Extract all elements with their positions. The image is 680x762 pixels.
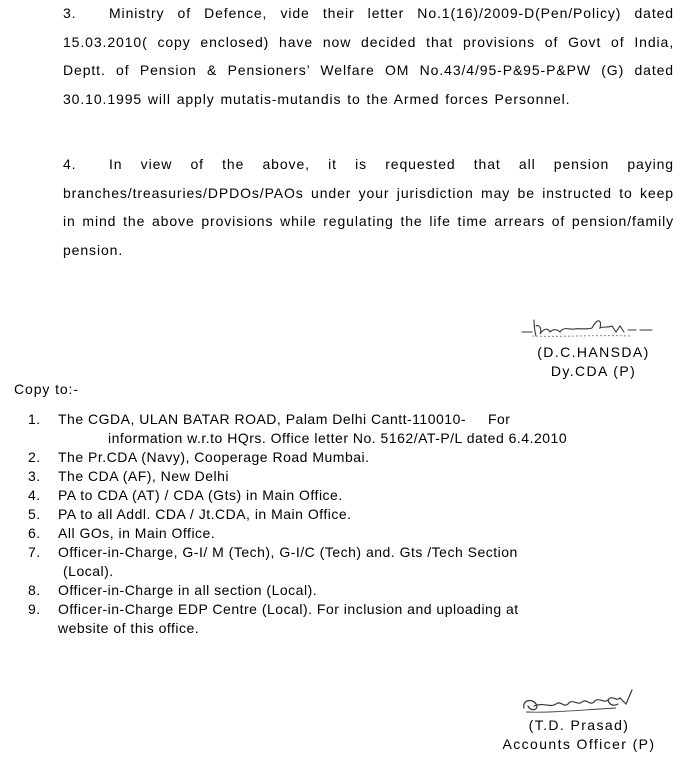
paragraph-4 bbox=[63, 150, 674, 264]
list-item bbox=[28, 467, 673, 486]
list-item bbox=[28, 505, 673, 524]
list-item-text-continued: (Local). bbox=[63, 563, 114, 579]
list-item-text: The CGDA, ULAN BATAR ROAD, Palam Delhi Cantt-110010- For bbox=[58, 411, 511, 427]
list-item-text-continued: information w.r.to HQrs. Office letter No. 5162/AT-P/L dated 6.4.2010 bbox=[108, 430, 568, 446]
list-item-text: The Pr.CDA (Navy), Cooperage Road Mumbai. bbox=[58, 449, 370, 465]
signatory-designation: Accounts Officer (P) bbox=[502, 736, 656, 752]
copy-to-heading: Copy to:- bbox=[14, 381, 79, 397]
signature-td-prasad bbox=[520, 684, 650, 718]
signatory-name: (T.D. Prasad) bbox=[528, 717, 630, 733]
signatory-name: (D.C.HANSDA) bbox=[537, 344, 650, 360]
list-item bbox=[28, 600, 673, 638]
list-item-number: 1. bbox=[28, 411, 41, 427]
list-item-number: 4. bbox=[28, 487, 41, 503]
list-item-number: 6. bbox=[28, 525, 41, 541]
paragraph-number: 4. bbox=[63, 156, 77, 172]
list-item-number: 8. bbox=[28, 582, 41, 598]
signatory-block-1 bbox=[526, 343, 661, 381]
list-item-number: 3. bbox=[28, 468, 41, 484]
list-item-text-continued: website of this office. bbox=[58, 620, 200, 636]
copy-to-list bbox=[28, 410, 673, 638]
list-item bbox=[28, 524, 673, 543]
list-item-text: Officer-in-Charge EDP Centre (Local). For inclusion and uploading at bbox=[58, 601, 519, 617]
paragraph-3 bbox=[63, 0, 674, 113]
list-item bbox=[28, 410, 673, 448]
list-item-number: 7. bbox=[28, 544, 41, 560]
list-item bbox=[28, 486, 673, 505]
paragraph-text: Ministry of Defence, vide their letter No.1(16)/2009-D(Pen/Policy) dated 15.03.2010( copy enclosed) have now decided that provisions of Govt of India, Deptt. of Pension & Pensioners’ Welfare OM No.43/4/95-P&95-P&PW (G) dated 30.10.1995 will apply mutatis-mutandis to the Armed forces Personnel. bbox=[63, 5, 674, 107]
paragraph-number: 3. bbox=[63, 5, 77, 21]
signature-dc-hansda bbox=[520, 312, 660, 342]
signatory-block-2 bbox=[486, 716, 672, 754]
paragraph-text: In view of the above, it is requested that all pension paying branches/treasuries/DPDOs/PAOs under your jurisdiction may be instructed to keep in mind the above provisions while regulating the life time arrears of pension/family pension. bbox=[63, 156, 674, 258]
list-item-number: 9. bbox=[28, 601, 41, 617]
signatory-designation: Dy.CDA (P) bbox=[550, 363, 637, 379]
list-item bbox=[28, 581, 673, 600]
list-item bbox=[28, 448, 673, 467]
list-item-number: 2. bbox=[28, 449, 41, 465]
list-item-text: PA to CDA (AT) / CDA (Gts) in Main Office. bbox=[58, 487, 343, 503]
list-item-text: Officer-in-Charge in all section (Local). bbox=[58, 582, 318, 598]
list-item-text: Officer-in-Charge, G-I/ M (Tech), G-I/C (Tech) and. Gts /Tech Section bbox=[58, 544, 518, 560]
list-item-text: The CDA (AF), New Delhi bbox=[58, 468, 229, 484]
list-item-number: 5. bbox=[28, 506, 41, 522]
list-item-text: PA to all Addl. CDA / Jt.CDA, in Main Office. bbox=[58, 506, 352, 522]
list-item-text: All GOs, in Main Office. bbox=[58, 525, 216, 541]
list-item bbox=[28, 543, 673, 581]
